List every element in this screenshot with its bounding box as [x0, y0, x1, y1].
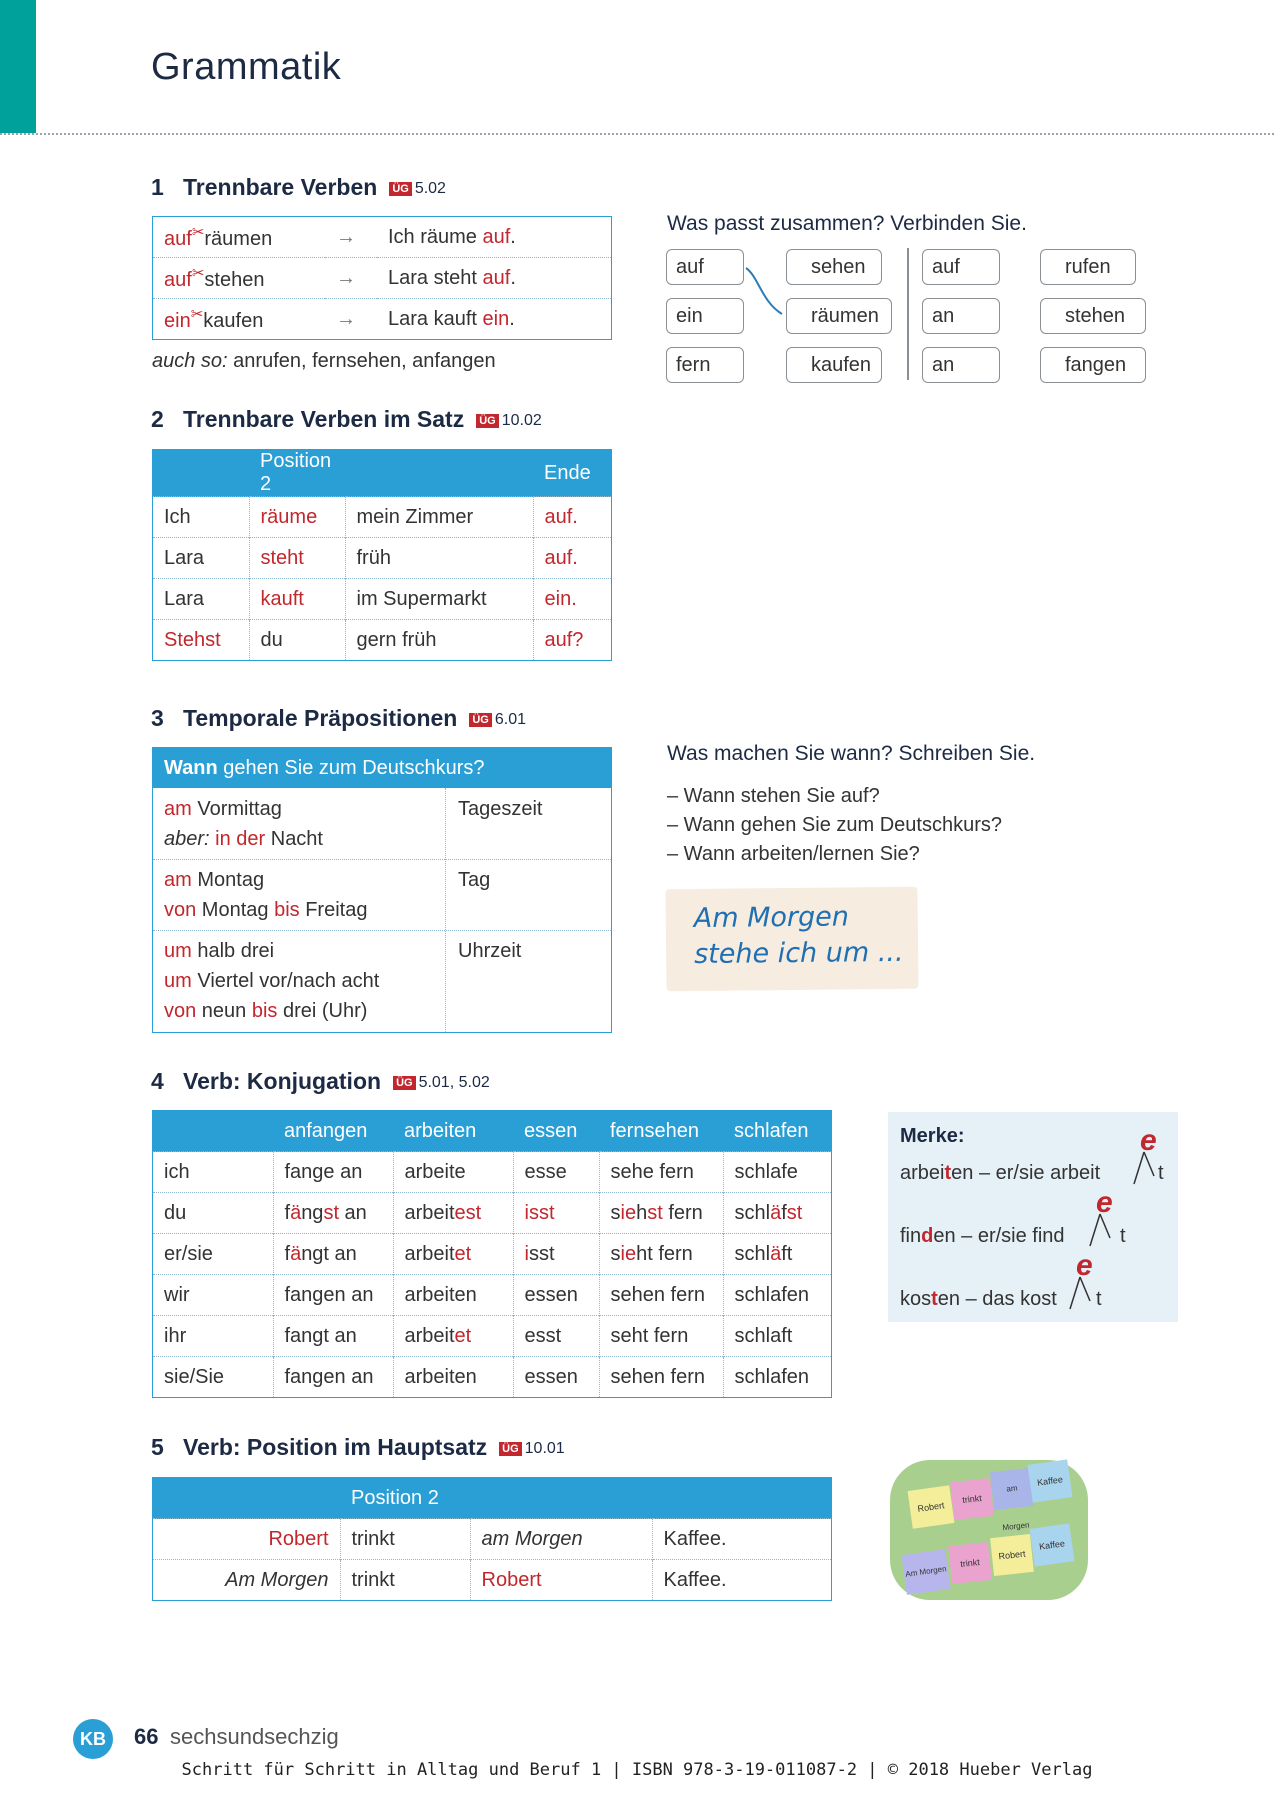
word-part: kos: [900, 1288, 932, 1310]
prep-object: Montag: [191, 869, 265, 891]
separable-verbs-table: [152, 216, 612, 340]
table-row: [153, 217, 612, 258]
cell: am Morgen: [470, 1519, 652, 1560]
scissors-icon: ✂: [191, 224, 205, 241]
verb-stem: stehen: [204, 269, 265, 291]
header-cell: [652, 1478, 832, 1519]
cell: Kaffee.: [652, 1560, 832, 1601]
table-row: [153, 620, 612, 661]
cell: Lara: [153, 538, 250, 579]
puzzle-prefix[interactable]: fern: [666, 347, 744, 383]
scissors-icon: ✂: [191, 265, 205, 282]
section-4-heading: [151, 1068, 490, 1095]
connecting-line-icon: [740, 262, 790, 322]
cell: früh: [345, 538, 533, 579]
word-part: en – das kost: [937, 1288, 1057, 1310]
prep-object: halb drei: [191, 940, 275, 962]
section-title: Trennbare Verben im Satz: [183, 406, 465, 432]
cell: Robert: [153, 1519, 341, 1560]
cell: trinkt: [340, 1560, 470, 1601]
also-note: [152, 350, 496, 373]
header-cell: [153, 1111, 274, 1152]
header-cell: Position 2: [340, 1478, 470, 1519]
sentence-text: Lara kauft: [388, 307, 483, 330]
sentence-end: .: [510, 266, 516, 289]
title-divider: [0, 133, 1274, 135]
table-row: ihr fangt an arbeitet esst seht fern schlaft: [153, 1316, 832, 1357]
section-2-heading: [151, 406, 542, 433]
time-category: Tag: [458, 869, 491, 891]
clothing-tag: trinkt: [950, 1478, 994, 1520]
merke-line: [900, 1162, 1100, 1185]
prep: von: [164, 899, 197, 921]
puzzle-stem[interactable]: fangen: [1040, 347, 1146, 383]
pronoun-cell: du: [153, 1193, 274, 1234]
scissors-icon: ✂: [190, 306, 204, 323]
prep: am: [164, 798, 192, 820]
pronoun-cell: er/sie: [153, 1234, 274, 1275]
clothing-tag: Am Morgen: [901, 1549, 950, 1595]
cell: im Supermarkt: [345, 579, 533, 620]
clothing-tag: Robert: [908, 1485, 955, 1528]
word-part: arbei: [900, 1162, 945, 1184]
ug-reference: 5.02: [414, 180, 446, 197]
section-number: 1: [151, 174, 164, 200]
prep-line: [164, 1000, 367, 1023]
puzzle-stem[interactable]: sehen: [786, 249, 882, 285]
ug-badge: ÜG: [393, 1076, 416, 1090]
prep-line: [164, 798, 282, 821]
table-header: [153, 1478, 832, 1519]
conjugation-table: [152, 1110, 832, 1398]
verb-prefix: auf: [164, 269, 192, 291]
row-divider: [153, 859, 611, 860]
header-accent-bar: [0, 0, 36, 133]
page-number-word: sechsundsechzig: [170, 1724, 339, 1749]
cell: mein Zimmer: [345, 497, 533, 538]
exercise-question: – Wann gehen Sie zum Deutschkurs?: [667, 814, 1002, 836]
ug-badge: ÜG: [499, 1442, 522, 1456]
inserted-e-mark: e: [1096, 1186, 1113, 1219]
aber-label: aber:: [164, 828, 210, 850]
cell: ein.: [533, 579, 612, 620]
clothesline-illustration: [880, 1440, 1098, 1612]
verb-stem: kaufen: [203, 310, 264, 332]
clothing-tag: Kaffee: [1028, 1459, 1073, 1502]
header-cell: arbeiten: [393, 1111, 513, 1152]
header-cell: [470, 1478, 652, 1519]
section-5-heading: [151, 1434, 565, 1461]
prepositions-table: [152, 747, 612, 1033]
prep: bis: [274, 899, 300, 921]
exercise-question: – Wann stehen Sie auf?: [667, 785, 880, 807]
puzzle-prefix[interactable]: ein: [666, 298, 744, 334]
ug-badge: ÜG: [469, 713, 492, 727]
publisher-credit: Schritt für Schritt in Alltag und Beruf 1 | ISBN 978-3-19-011087-2 | © 2018 Hueber Verlag: [181, 1760, 1093, 1780]
time-category: Uhrzeit: [458, 940, 522, 962]
header-cell: schlafen: [723, 1111, 832, 1152]
verb-stem: räumen: [204, 228, 273, 250]
row-divider: [153, 930, 611, 931]
section-number: 3: [151, 705, 164, 731]
ug-reference: 10.01: [524, 1440, 565, 1457]
prep-object: Vormittag: [191, 798, 282, 820]
puzzle-stem[interactable]: rufen: [1040, 249, 1136, 285]
clothing-tag: Robert: [990, 1534, 1034, 1576]
section-3-heading: [151, 705, 526, 732]
table-row: [153, 1560, 832, 1601]
table-row: du fängst an arbeitest isst siehst fern schläfst: [153, 1193, 832, 1234]
arrow-icon: →: [325, 299, 377, 340]
ug-badge: ÜG: [389, 182, 412, 196]
sentence-prefix: ein: [482, 307, 510, 330]
pronoun-cell: sie/Sie: [153, 1357, 274, 1398]
prep: um: [164, 970, 192, 992]
ug-reference: 6.01: [494, 711, 526, 728]
header-cell: Position 2: [249, 450, 345, 497]
column-divider: [445, 788, 446, 1032]
inserted-e-mark: e: [1140, 1124, 1157, 1157]
puzzle-prefix[interactable]: auf: [666, 249, 744, 285]
clothing-tag: Kaffee: [1030, 1523, 1075, 1566]
table-row: [153, 258, 612, 299]
arrow-icon: →: [325, 258, 377, 299]
section-title: Temporale Präpositionen: [183, 705, 458, 731]
sentence-end: .: [510, 225, 516, 248]
prep-line: [164, 940, 274, 963]
cell: Kaffee.: [652, 1519, 832, 1560]
kb-badge: KB: [73, 1719, 113, 1759]
handwritten-note: [665, 887, 918, 992]
exercise-question: – Wann arbeiten/lernen Sie?: [667, 843, 920, 865]
section-number: 5: [151, 1434, 164, 1460]
table-row: [153, 538, 612, 579]
ug-reference: 5.01, 5.02: [418, 1074, 490, 1091]
header-cell: Ende: [533, 450, 612, 497]
ug-reference: 10.02: [501, 412, 542, 429]
cell: trinkt: [340, 1519, 470, 1560]
merke-line: [900, 1225, 1065, 1248]
cell: du: [249, 620, 345, 661]
header-cell: [153, 1478, 341, 1519]
caret-mark-icon: [1068, 1273, 1092, 1313]
note-line: Am Morgen: [693, 901, 850, 935]
page-number: 66: [134, 1724, 159, 1749]
ug-badge: ÜG: [476, 414, 499, 428]
prep: bis: [251, 1000, 278, 1022]
cell: räume: [249, 497, 345, 538]
sentence-position-table: [152, 449, 612, 661]
cell: steht: [249, 538, 345, 579]
prep: in der: [209, 828, 266, 850]
section-title: Verb: Konjugation: [183, 1068, 382, 1094]
cell: Ich: [153, 497, 250, 538]
pronoun-cell: wir: [153, 1275, 274, 1316]
also-text: anrufen, fernsehen, anfangen: [227, 350, 496, 372]
prep-object: Montag: [196, 899, 275, 921]
inserted-e-mark: e: [1076, 1249, 1093, 1282]
verb-prefix: ein: [164, 310, 191, 332]
header-cell: essen: [513, 1111, 599, 1152]
table-row: [153, 579, 612, 620]
section-title: Trennbare Verben: [183, 174, 378, 200]
table-header: [153, 748, 611, 788]
header-text: gehen Sie zum Deutschkurs?: [217, 757, 485, 779]
prep: von: [164, 1000, 197, 1022]
cell: kauft: [249, 579, 345, 620]
sentence-prefix: auf: [482, 225, 511, 248]
puzzle-prefix[interactable]: auf: [922, 249, 1000, 285]
exercise-1-instruction: Was passt zusammen? Verbinden Sie.: [667, 212, 1027, 235]
word-part: t: [1096, 1288, 1102, 1310]
cell: Robert: [470, 1560, 652, 1601]
caret-mark-icon: [1132, 1148, 1156, 1188]
pronoun-cell: ihr: [153, 1316, 274, 1357]
sentence-text: Ich räume: [388, 225, 483, 248]
cell: Stehst: [153, 620, 250, 661]
merke-line: [900, 1288, 1057, 1311]
prep-line: [164, 869, 264, 892]
word-part: t: [1120, 1225, 1126, 1247]
word-part: fin: [900, 1225, 922, 1247]
table-row: sie/Sie fangen an arbeiten essen sehen fern schlafen: [153, 1357, 832, 1398]
header-bold-text: Wann: [164, 757, 218, 779]
stem-ending: d: [921, 1225, 934, 1247]
word-part: en – er/sie arbeit: [951, 1162, 1101, 1184]
puzzle-stem[interactable]: stehen: [1040, 298, 1146, 334]
prep-line: [164, 970, 379, 993]
word-part: en – er/sie find: [933, 1225, 1065, 1247]
puzzle-stem[interactable]: kaufen: [786, 347, 882, 383]
puzzle-prefix[interactable]: an: [922, 298, 1000, 334]
clothing-tag: trinkt: [948, 1542, 992, 1584]
word-part: t: [1158, 1162, 1164, 1184]
page-title: Grammatik: [151, 46, 342, 88]
cell: Am Morgen: [153, 1560, 341, 1601]
stem-ending: t: [944, 1162, 952, 1184]
clothing-tag: am Morgen: [990, 1468, 1034, 1510]
stem-ending: t: [931, 1288, 938, 1310]
merke-title: Merke:: [900, 1125, 965, 1147]
cell: auf?: [533, 620, 612, 661]
prep: um: [164, 940, 192, 962]
cell: gern früh: [345, 620, 533, 661]
header-cell: [153, 450, 250, 497]
table-row: [153, 1519, 832, 1560]
arrow-icon: →: [336, 225, 356, 248]
section-1-heading: [151, 174, 446, 201]
table-row: [153, 497, 612, 538]
sentence-text: Lara steht: [388, 266, 483, 289]
cell: auf.: [533, 497, 612, 538]
sentence-end: .: [509, 307, 515, 330]
time-category: Tageszeit: [458, 798, 543, 820]
verb-prefix: auf: [164, 228, 192, 250]
header-cell: fernsehen: [599, 1111, 723, 1152]
table-row: [153, 299, 612, 340]
table-row: wir fangen an arbeiten essen sehen fern schlafen: [153, 1275, 832, 1316]
sentence-prefix: auf: [482, 266, 511, 289]
also-label: auch so:: [152, 350, 228, 372]
prep-object: Viertel vor/nach acht: [191, 970, 380, 992]
main-clause-table: [152, 1477, 832, 1601]
puzzle-divider: [907, 248, 909, 380]
table-row: ich fange an arbeite esse sehe fern schlafe: [153, 1152, 832, 1193]
prep-object: Nacht: [265, 828, 323, 850]
puzzle-prefix[interactable]: an: [922, 347, 1000, 383]
puzzle-stem[interactable]: räumen: [786, 298, 892, 334]
caret-mark-icon: [1088, 1210, 1112, 1250]
exercise-3-instruction: Was machen Sie wann? Schreiben Sie.: [667, 742, 1036, 765]
header-cell: [345, 450, 533, 497]
prep-object: drei (Uhr): [277, 1000, 368, 1022]
section-title: Verb: Position im Hauptsatz: [183, 1434, 488, 1460]
prep-object: Freitag: [299, 899, 368, 921]
note-line: stehe ich um ...: [693, 936, 904, 971]
section-number: 2: [151, 406, 164, 432]
merke-box: [888, 1112, 1178, 1322]
table-header: [153, 450, 612, 497]
cell: auf.: [533, 538, 612, 579]
header-cell: anfangen: [273, 1111, 393, 1152]
prep: am: [164, 869, 192, 891]
pronoun-cell: ich: [153, 1152, 274, 1193]
table-row: er/sie fängt an arbeitet isst sieht fern schläft: [153, 1234, 832, 1275]
table-header: [153, 1111, 832, 1152]
prep-line: [164, 899, 367, 922]
cell: Lara: [153, 579, 250, 620]
prep-line: [164, 828, 323, 851]
section-number: 4: [151, 1068, 164, 1094]
prep-object: neun: [196, 1000, 252, 1022]
